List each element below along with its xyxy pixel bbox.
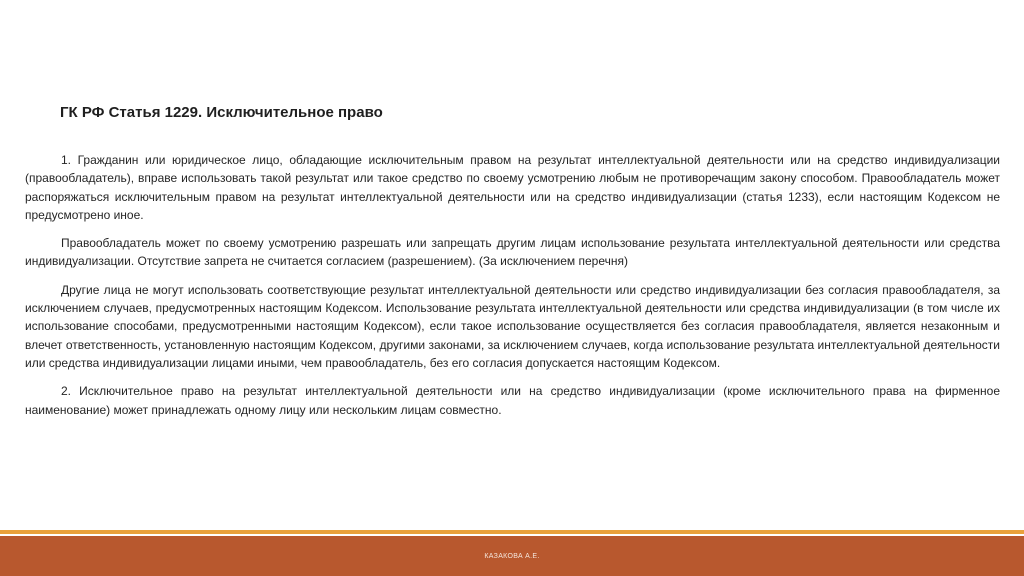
slide-title: ГК РФ Статья 1229. Исключительное право: [60, 104, 383, 121]
paragraph-1: 1. Гражданин или юридическое лицо, обладающие исключительным правом на результат интеллектуальной деятельности или на средство индивидуализации (правообладатель), вправе использовать такой результат или такое средство по своему усмотрению любым не противоречащим закону способом. Правообладатель может распоряжаться исключительным правом на результат интеллектуальной деятельности или на средство индивидуализации (статья 1233), если настоящим Кодексом не предусмотрено иное.: [25, 153, 1000, 222]
paragraph-4: 2. Исключительное право на результат интеллектуальной деятельности или на средство индивидуализации (кроме исключительного права на фирменное наименование) может принадлежать одному лицу или нескольким лицам совместно.: [25, 384, 1000, 417]
footer-author: КАЗАКОВА А.Е.: [484, 553, 540, 560]
footer-accent-line: [0, 530, 1024, 534]
paragraph-2: Правообладатель может по своему усмотрению разрешать или запрещать другим лицам использование результата интеллектуальной деятельности или средства индивидуализации. Отсутствие запрета не считается согласием (разрешением). (За исключением перечня): [25, 236, 1000, 269]
paragraph-3: Другие лица не могут использовать соответствующие результат интеллектуальной деятельности или средство индивидуализации без согласия правообладателя, за исключением случаев, предусмотренных настоящим Кодексом. Использование результата интеллектуальной деятельности или средства индивидуализации (в том числе их использование способами, предусмотренными настоящим Кодексом), если такое использование осуществляется без согласия правообладателя, является незаконным и влечет ответственность, установленную настоящим Кодексом, другими законами, за исключением случаев, когда использование результата интеллектуальной деятельности или средства индивидуализации лицами иными, чем правообладатель, без его согласия допускается настоящим Кодексом.: [25, 282, 1000, 370]
slide-body: [25, 151, 1000, 429]
